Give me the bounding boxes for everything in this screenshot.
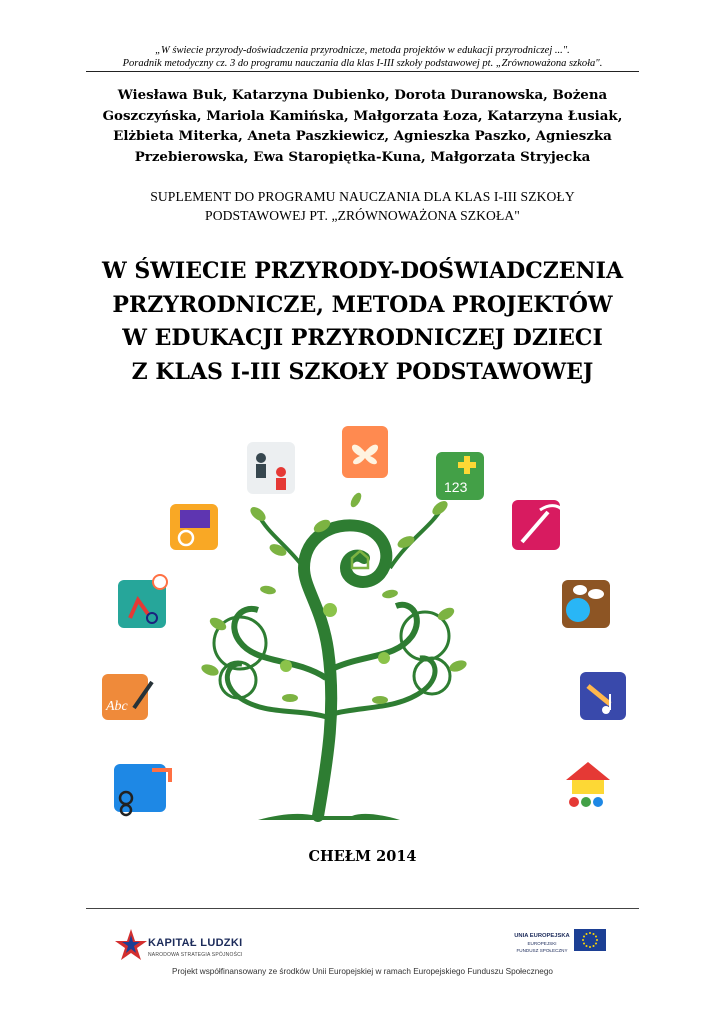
authors-line-3: Elżbieta Miterka, Aneta Paszkiewicz, Agnieszka Paszko, Agnieszka [113,128,612,144]
authors-line-1: Wiesława Buk, Katarzyna Dubienko, Dorota Duranowska, Bożena [117,87,608,103]
footer-divider [86,908,639,909]
people-icon [247,442,295,494]
running-header-line-2: Poradnik metodyczny cz. 3 do programu nauczania dla klas I-III szkoły podstawowej pt. „Zrównoważona szkoła". [122,58,603,69]
writing-label: Abc [106,699,128,714]
house-icon [564,762,612,810]
funding-note: Projekt współfinansowany ze środków Unii Europejskiej w ramach Europejskiego Funduszu Społecznego [172,967,553,976]
title-line-1: W ŚWIECIE PRZYRODY-DOŚWIADCZENIA [101,258,624,284]
numbers-label: 123 [444,479,468,495]
authors-line-2: Goszczyńska, Mariola Kamińska, Małgorzata Łoza, Katarzyna Łusiak, [102,107,623,124]
kapital-ludzki-name: KAPITAŁ LUDZKI [148,937,243,949]
eu-flag-icon [574,929,606,951]
laptop-icon [170,504,218,550]
authors-line-4: Przebierowska, Ewa Staropiętka-Kuna, Małgorzata Stryjecka [134,148,591,165]
scissors-icon [114,764,170,815]
title-line-3: W EDUKACJI PRZYRODNICZEJ DZIECI [122,325,603,351]
title-line-2: PRZYRODNICZE, METODA PROJEKTÓW [112,291,613,318]
eu-fund-label-1: EUROPEJSKI [527,941,557,946]
supplement-line-1: SUPLEMENT DO PROGRAMU NAUCZANIA DLA KLAS I-III SZKOŁY [150,189,575,204]
document-title [40,255,685,389]
cover-illustration [90,418,635,828]
title-line-4: Z KLAS I-III SZKOŁY PODSTAWOWEJ [131,358,594,385]
numbers-icon [436,452,484,500]
eu-fund-label-2: FUNDUSZ SPOŁECZNY [516,948,568,953]
eu-label [512,933,572,954]
running-header-line-1: „W świecie przyrody-doświadczenia przyrodnicze, metoda projektów w edukacji przyrodniczej ...". [155,45,570,56]
kapital-ludzki-subtitle: NARODOWA STRATEGIA SPÓJNOŚCI [148,952,243,958]
eu-union-label: UNIA EUROPEJSKA [514,933,570,939]
supplement-line-2: PODSTAWOWEJ PT. „ZRÓWNOWAŻONA SZKOŁA" [205,208,520,223]
place-and-year: CHEŁM 2014 [308,848,417,865]
music-icon [580,672,626,720]
butterfly-icon [342,426,388,478]
paint-icon [512,500,564,550]
supplement-note [80,187,645,225]
header-divider [86,71,639,72]
writing-icon [102,674,152,720]
running-header [80,44,645,70]
globe-icon [562,580,610,628]
tree-icon [200,491,468,820]
authors-list [80,85,645,167]
sports-icon [118,575,167,628]
